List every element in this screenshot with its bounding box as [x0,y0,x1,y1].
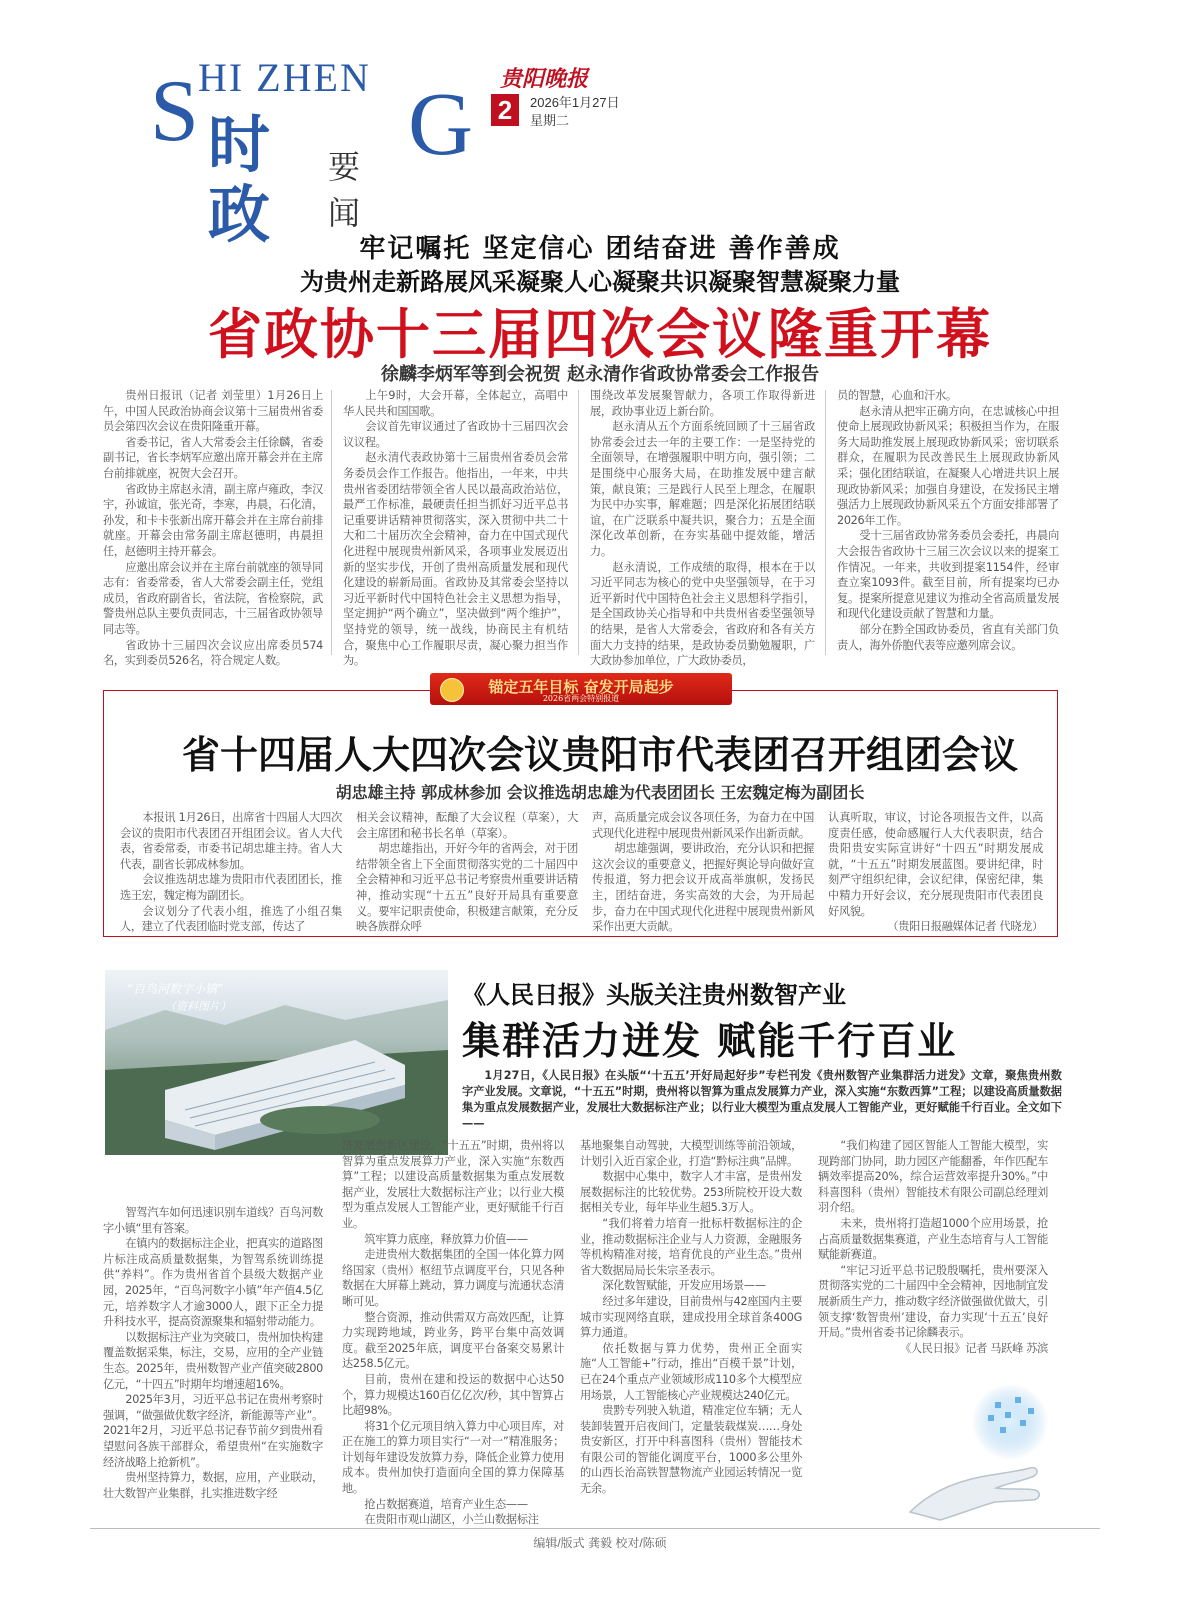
feature-column-4 [818,1138,1048,1378]
paragraph: 智驾汽车如何迅速识别车道线？百鸟河数字小镇“里有答案。 [103,1206,323,1235]
paragraph: 应邀出席会议并在主席台前就座的领导同志有：省委常委，省人大常委会副主任，党组成员，省政府副省长，省法院，省检察院，武警贵州总队主要负责同志，十三届省政协领导同志等。 [103,560,323,636]
paragraph: 认真听取，审议，讨论各项报告文件，以高度责任感，使命感履行人大代表职责，结合贵阳贵安实际宣讲好“十四五”时期发展成就，“十五五”时期发展蓝图。要讲纪律，时刻严守组织纪律，会议纪律，保密纪律，集中精力开好会议，充分展现贵阳市代表团良好风貌。 [828,811,1043,918]
paragraph: 员的智慧，心血和汗水。 [837,389,957,402]
paragraph: 在贵阳市观山湖区，小兰山数据标注 [364,1513,539,1527]
feature-headline: 集群活力迸发 赋能千行百业 [462,1019,958,1063]
paragraph: 省委书记，省人大常委会主任徐麟，省委副书记，省长李炳军应邀出席开幕会并在主席台前排就座，祝贺大会召开。 [103,435,323,480]
paragraph: 经过多年建设，目前贵州与42座国内主要城市实现网络直联，建成投用全球首条400G算力通道。 [580,1294,802,1340]
paragraph: 以数据标注产业为突破口，贵州加快构建覆盖数据采集，标注，交易，应用的全产业链生态。2025年，贵州数智产业产值突破2800亿元，“十四五”时期年均增速超16%。 [103,1330,323,1391]
byline: 《人民日报》记者 马跃峰 苏滨 [899,1341,1048,1355]
paragraph: 贵州坚持算力，数据，应用，产业联动，壮大数智产业集群，扎实推进数字经 [103,1471,323,1500]
paragraph: 部分在黔全国政协委员，省直有关部门负责人，海外侨胞代表等应邀列席会议。 [837,622,1059,652]
digital-town-photo [105,970,448,1155]
feature-column-2 [342,1138,564,1527]
issue-date [530,94,620,130]
paragraph: 2025年3月，习近平总书记在贵州考察时强调，“做强做优数字经济，新能源等产业”。2021年2月，习近平总书记春节前夕到贵州看望慰问各族干部群众，希望贵州“在实施数字经济战略上抢新机”。 [103,1393,323,1469]
paragraph: 贵黔专列驶入轨道，精准定位车辆；无人装卸装置开启夜间门，定量装载煤炭……身处贵安新区，打开中科喜图科（贵州）智能技术有限公司的智能化调度平台，1000多公里外的山西长治高铁智慧物流产业园运转情况一览无余。 [580,1404,802,1496]
feature-lead [462,1068,1062,1132]
banner-title: 锚定五年目标 奋发开局起步 [488,678,674,696]
section-subtitle: 要闻 [328,148,361,232]
masthead-letters-hizhen: HI ZHEN [198,55,371,100]
column-divider [578,390,579,655]
lead-column-4 [837,388,1059,658]
paragraph: 未来，贵州将打造超1000个应用场景，抢占高质量数据集赛道，产业生态培育与人工智能赋能新赛道。 [818,1216,1048,1262]
paragraph: 走进贵州大数据集团的全国一体化算力网络国家（贵州）枢纽节点调度平台，只见各种数据在大屏幕上跳动，算力调度与流通状态清晰可见。 [342,1248,564,1308]
feature-column-3 [580,1138,802,1520]
footer-divider [90,1528,1100,1529]
paragraph: 上午9时，大会开幕，全体起立，高唱中华人民共和国国歌。 [343,389,568,418]
lead-kicker-1: 牢记嘱托 坚定信心 团结奋进 善作善成 [359,234,841,264]
paragraph: 贵州日报讯（记者 刘莹里）1月26日上午，中国人民政治协商会议第十三届贵州省委员会第四次会议在贵阳隆重开幕。 [103,389,323,434]
paragraph: 整合资源，推动供需双方高效匹配，让算力实现跨地域，跨业务，跨平台集中高效调度。截至2025年底，调度平台备案交易累计达258.5亿元。 [342,1310,564,1371]
paragraph: 基地聚集自动驾驶，大模型训练等前沿领域，计划引入近百家企业，打造“黔标注典”品牌。 [580,1139,802,1168]
delegation-column-4 [828,810,1043,934]
column-divider [331,390,332,655]
lead-column-3 [590,388,815,668]
paragraph: 围绕改革发展聚智献力，各项工作取得新进展，政协事业迈上新台阶。 [590,389,815,418]
lead-subhead: 徐麟李炳军等到会祝贺 赵永清作省政协常委会工作报告 [380,364,820,385]
column-divider [825,390,826,655]
section-heading: 筑牢算力底座，释放算力价值—— [364,1232,528,1246]
paragraph: 受十三届省政协常务委员会委托，冉晨向大会报告省政协十三届三次会议以来的提案工作情况。一年来，共收到提案1154件，经审查立案1093件。截至目前，所有提案均已办复。提案所提意见建议为推动全省高质量发展和现代化建设贡献了智慧和力量。 [837,529,1059,621]
lead-kicker-2: 为贵州走新路展风采凝聚人心凝聚共识凝聚智慧凝聚力量 [300,267,900,296]
paragraph: 赵永清说，工作成绩的取得，根本在于以习近平同志为核心的党中央坚强领导，在于习近平新时代中国特色社会主义思想科学指引，是全国政协关心指导和中共贵州省委坚强领导的结果，是省人大常委会，省政府和各有关方面大力支持的结果，是政协委员勤勉履职，广大政协参加单位，广大政协委员， [590,560,815,668]
section-heading: 深化数智赋能，开发应用场景—— [602,1279,766,1293]
delegation-column-1 [120,810,342,934]
paragraph: 赵永清代表政协第十三届贵州省委员会常务委员会作工作报告。他指出，一年来，中共贵州省委团结带领全省人民以最高政治站位，最严工作标准，最硬责任担当抓好习近平总书记重要讲话精神贯彻落实，深入贯彻中共二十大和二十届历次全会精神，奋力在中国式现代化进程中展现贵州新风采，各项事业发展迈出新的坚实步伐，开创了贵州高质量发展和现代化建设的崭新局面。省政协及其常委会坚持以习近平新时代中国特色社会主义思想为指导，坚定拥护“两个确立”，坚决做到“两个维护”，坚持党的领导，统一战线，协商民主有机结合，聚焦中心工作履职尽责，凝心聚力担当作为。 [343,451,568,668]
robot-hand-illustration [900,1382,1068,1522]
paragraph: 相关会议精神，酝酿了大会议程（草案），大会主席团和秘书长名单（草案）。 [356,811,578,840]
paragraph: 会议划分了代表小组，推选了小组召集人，建立了代表团临时党支部，传达了 [120,904,342,934]
delegation-headline: 省十四届人大四次会议贵阳市代表团召开组团会议 [181,732,1018,777]
paragraph: 赵永清从把牢正确方向，在忠诚核心中担使命上展现政协新风采；积极担当作为，在服务大局助推发展上展现政协新风采；密切联系群众，在履职为民改善民生上展现政协新风采；强化团结联谊，在凝聚人心增进共识上展现政协新风采；加强自身建设，在发扬民主增强活力上展现政协新风采五个方面安排部署了2026年工作。 [837,404,1059,527]
paragraph: “我们将着力培育一批标杆数据标注的企业，推动数据标注企业与人力资源，金融服务等机构精准对接，培育优良的产业生态。”贵州省大数据局局长朱宗圣表示。 [580,1216,802,1277]
paragraph: 依托数据与算力优势，贵州正全面实施“人工智能+”行动，推出“百模千景”计划，已在24个重点产业领域形成110多个大模型应用场景，人工智能核心产业规模达240亿元。 [580,1341,802,1402]
paragraph: “我们构建了园区智能人工智能大模型，实现跨部门协同，助力园区产能翻番，年作匹配车辆效率提高20%，综合运营效率提升30%。”中科喜图科（贵州）智能技术有限公司副总经理刘羽介绍。 [818,1139,1048,1215]
masthead-letter-g: G [408,75,473,174]
paragraph: 目前，贵州在建和投运的数据中心达50个，算力规模达160百亿亿次/秒，其中智算占比超98%。 [342,1372,564,1418]
paragraph: 省政协十三届四次会议应出席委员574名，实到委员526名，符合规定人数。 [103,638,323,668]
paragraph: 本报讯 1月26日，出席省十四届人大四次会议的贵阳市代表团召开组团会议。省人大代表，省委常委，市委书记胡忠雄主持。省人大代表，副省长郭成林参加。 [120,811,342,871]
section-title: 时政 [208,108,271,251]
photo-caption: “百鸟河数字小镇” [127,982,224,996]
lead-headline: 省政协十三届四次会议隆重开幕 [208,303,992,366]
paragraph: 数据中心集中，数字人才丰富，是贵州发展数据标注的比较优势。253所院校开设大数据相关专业，每年毕业生超5.3万人。 [580,1170,802,1215]
delegation-column-3 [592,810,814,934]
special-report-banner [430,673,732,705]
date-text: 2026年1月27日 [530,95,620,110]
feature-column-1 [103,1205,323,1520]
paragraph: 赵永清从五个方面系统回顾了十三届省政协常委会过去一年的主要工作：一是坚持党的全面领导，在增强履职中明方向，强引领；二是围绕中心服务大局，在助推发展中建言献策，献良策；三是践行人民至上理念，在履职为民中办实事，解难题；四是深化拓展团结联谊，在广泛联系中凝共识，聚合力；五是全面深化改革创新，在夯实基础中提效能，增活力。 [590,420,815,558]
byline: （贵阳日报融媒体记者 代晓龙） [887,920,1043,934]
weekday-text: 星期二 [530,113,570,128]
paragraph: 会议推选胡忠雄为贵阳市代表团团长，推选王宏，魏定梅为副团长。 [120,873,342,902]
section-heading: 抢占数据赛道，培育产业生态—— [364,1497,528,1511]
paragraph: 声，高质量完成会议各项任务，为奋力在中国式现代化进程中展现贵州新风采作出新贡献。 [592,811,814,840]
lead-column-1 [103,388,323,668]
feature-kicker: 《人民日报》头版关注贵州数智产业 [462,980,846,1009]
masthead-letter-s: S [150,63,199,160]
paragraph: 济发展创新区建设。“十五五”时期，贵州将以智算为重点发展算力产业，深入实施“东数西算”工程；以建设高质量数据集为重点发展数据产业，发展壮大数据标注产业；以行业大模型为重点发展人工智能产业，更好赋能千行百业。 [342,1139,564,1230]
banner-subtitle: 2026省两会特别报道 [542,694,620,703]
paragraph: 会议首先审议通过了省政协十三届四次会议议程。 [343,420,568,449]
page-number: 2 [491,94,519,126]
paragraph: 将31个亿元项目纳入算力中心项目库，对正在施工的算力项目实行“一对一”精准服务；计划每年建设发放算力券，降低企业算力使用成本。贵州加快打造面向全国的算力保障基地。 [342,1419,564,1496]
paragraph: 1月27日，《人民日报》在头版“‘十五五’开好局起好步”专栏刊发《贵州数智产业集群活力迸发》文章，聚焦贵州数字产业发展。文章说，“十五五”时期，贵州将以智算为重点发展算力产业，深入实施“东数西算”工程；以建设高质量数据集为重点发展数据产业，发展壮大数据标注产业；以行业大模型为重点发展人工智能产业，更好赋能千行百业。全文如下—— [462,1069,1062,1130]
footer-credits: 编辑/版式 龚毅 校对/陈硕 [533,1536,667,1550]
paragraph: 省政协主席赵永清，副主席卢雍政，李汉宇，孙诚谊，张光奇，李寒，冉晨，石化清，孙发，和卡卡张新出席开幕会并在主席台前排就座。开幕会由常务副主席赵德明，冉晨担任，赵德明主持开幕会。 [103,482,323,558]
lead-column-2 [343,388,568,668]
delegation-column-2 [356,810,578,934]
newspaper-name: 贵阳晚报 [500,66,589,92]
paragraph: “牢记习近平总书记殷殷嘱托，贵州要深入贯彻落实党的二十届四中全会精神，因地制宜发展新质生产力，推动数字经济做强做优做大，引领支撑‘数智贵州’建设，奋力实现‘十五五’良好开局。”贵州省委书记徐麟表示。 [818,1263,1048,1340]
paragraph: 在镇内的数据标注企业，把真实的道路图片标注成高质量数据集，为智驾系统训练提供“养料”。作为贵州省首个县级大数据产业园，2025年，“百鸟河数字小镇”年产值4.5亿元，培养数字人才逾3000人，跟下正全力提升科技水平，提高资源聚集和辐射带动能力。 [103,1237,323,1329]
paragraph: 胡忠雄指出，开好今年的省两会，对于团结带领全省上下全面贯彻落实党的二十届四中全会精神和习近平总书记考察贵州重要讲话精神，推动实现“十五五”良好开局具有重要意义。要牢记职责使命，积极建言献策，充分反映各族群众呼 [356,842,578,934]
photo-credit: （资料图片） [165,1000,231,1013]
paragraph: 胡忠雄强调，要讲政治，充分认识和把握这次会议的重要意义，把握好舆论导向做好宣传报道，努力把会议开成高举旗帜，发扬民主，团结奋进，务实高效的大会，为开局起步，奋力在中国式现代化进程中展现贵州新风采作出更大贡献。 [592,842,814,934]
delegation-subhead: 胡忠雄主持 郭成林参加 会议推选胡忠雄为代表团团长 王宏魏定梅为副团长 [335,783,865,802]
